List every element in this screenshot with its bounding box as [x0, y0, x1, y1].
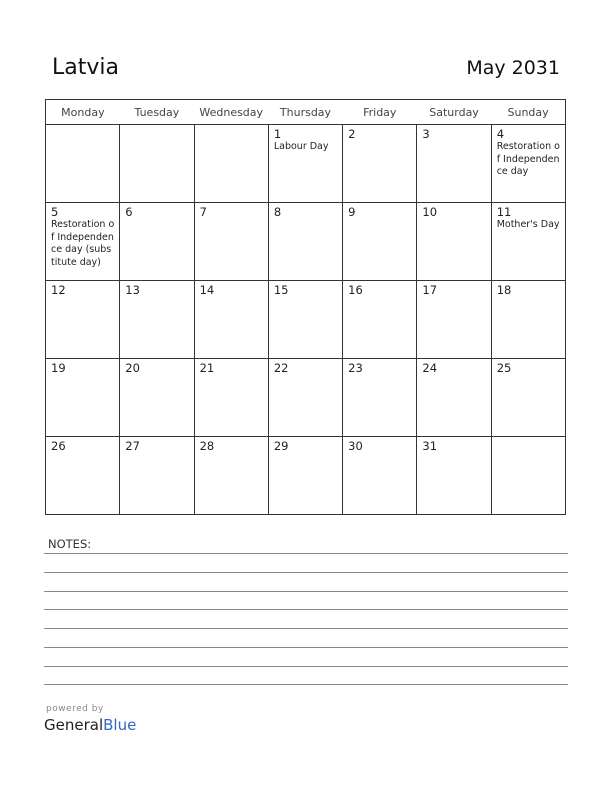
day-cell [46, 203, 120, 281]
day-number: 17 [422, 283, 438, 297]
day-number: 3 [422, 127, 430, 141]
day-number: 10 [422, 205, 438, 219]
calendar-week-row [46, 281, 566, 359]
day-cell [46, 437, 120, 515]
day-number: 15 [273, 283, 289, 297]
note-line [44, 628, 568, 629]
calendar-grid [45, 99, 566, 515]
weekday-header: Wednesday [194, 100, 268, 125]
day-number: 4 [496, 127, 505, 141]
day-number: 25 [496, 361, 512, 375]
day-cell [343, 203, 417, 281]
day-number: 26 [51, 439, 66, 453]
day-cell [268, 203, 342, 281]
day-cell [194, 437, 268, 515]
day-cell [417, 281, 491, 359]
day-number: 29 [273, 439, 289, 453]
day-cell [491, 203, 565, 281]
day-number: 24 [422, 361, 438, 375]
day-cell [491, 359, 565, 437]
day-number: 7 [199, 205, 207, 219]
day-cell [491, 437, 565, 515]
day-cell [46, 125, 120, 203]
calendar-week-row [46, 437, 566, 515]
day-number: 16 [348, 283, 363, 297]
weekday-header-row [46, 100, 566, 125]
day-number: 8 [273, 205, 282, 219]
day-number: 28 [199, 439, 215, 453]
day-cell [268, 437, 342, 515]
day-cell [343, 359, 417, 437]
day-number: 22 [273, 361, 289, 375]
notes-label: NOTES: [48, 537, 92, 551]
day-cell [491, 125, 565, 203]
day-number: 12 [51, 283, 66, 297]
note-line [44, 666, 568, 667]
brand-blue: Blue [103, 716, 137, 734]
day-cell [417, 203, 491, 281]
day-cell [194, 125, 268, 203]
day-cell [417, 359, 491, 437]
day-number: 11 [496, 205, 512, 219]
day-cell [194, 359, 268, 437]
day-cell [268, 359, 342, 437]
brand-name [44, 716, 136, 734]
day-cell [120, 125, 194, 203]
weekday-header: Friday [343, 100, 417, 125]
day-cell [268, 125, 342, 203]
day-cell [417, 125, 491, 203]
note-line [44, 591, 568, 592]
day-cell [343, 281, 417, 359]
weekday-header: Monday [46, 100, 120, 125]
holiday-label: Restoration of Independence day [496, 141, 560, 177]
day-cell [46, 281, 120, 359]
day-number: 20 [125, 361, 140, 375]
day-number: 1 [273, 127, 282, 141]
powered-by-text: powered by [46, 704, 104, 714]
day-number: 18 [496, 283, 512, 297]
day-number: 5 [51, 205, 59, 219]
day-cell [120, 437, 194, 515]
day-number: 27 [125, 439, 140, 453]
day-number: 6 [125, 205, 133, 219]
weekday-header: Saturday [417, 100, 491, 125]
day-cell [268, 281, 342, 359]
day-cell [343, 125, 417, 203]
day-cell [417, 437, 491, 515]
holiday-label: Restoration of Independence day (substitute day) [51, 219, 115, 268]
weekday-header: Thursday [268, 100, 342, 125]
day-number: 2 [348, 127, 356, 141]
day-cell [120, 281, 194, 359]
weekday-header: Tuesday [120, 100, 194, 125]
day-number: 23 [348, 361, 363, 375]
day-cell [46, 359, 120, 437]
day-cell [343, 437, 417, 515]
holiday-label: Mother's Day [496, 219, 560, 230]
calendar-week-row [46, 125, 566, 203]
note-line [44, 647, 568, 648]
day-number: 19 [51, 361, 66, 375]
weekday-header: Sunday [491, 100, 565, 125]
day-cell [491, 281, 565, 359]
calendar-month-title: May 2031 [466, 57, 560, 79]
day-number: 9 [348, 205, 356, 219]
calendar-week-row [46, 203, 566, 281]
note-line [44, 684, 568, 685]
note-line [44, 572, 568, 573]
generalblue-logo [44, 704, 136, 734]
calendar-week-row [46, 359, 566, 437]
day-number: 13 [125, 283, 140, 297]
brand-general: General [44, 716, 104, 734]
day-cell [120, 359, 194, 437]
day-cell [194, 203, 268, 281]
holiday-label: Labour Day [273, 141, 329, 152]
day-number: 14 [199, 283, 215, 297]
day-number: 31 [422, 439, 438, 453]
note-line [44, 609, 568, 610]
day-cell [120, 203, 194, 281]
day-number: 21 [199, 361, 215, 375]
day-number: 30 [348, 439, 363, 453]
day-cell [194, 281, 268, 359]
calendar-country-title: Latvia [52, 55, 119, 80]
note-line [44, 553, 568, 554]
